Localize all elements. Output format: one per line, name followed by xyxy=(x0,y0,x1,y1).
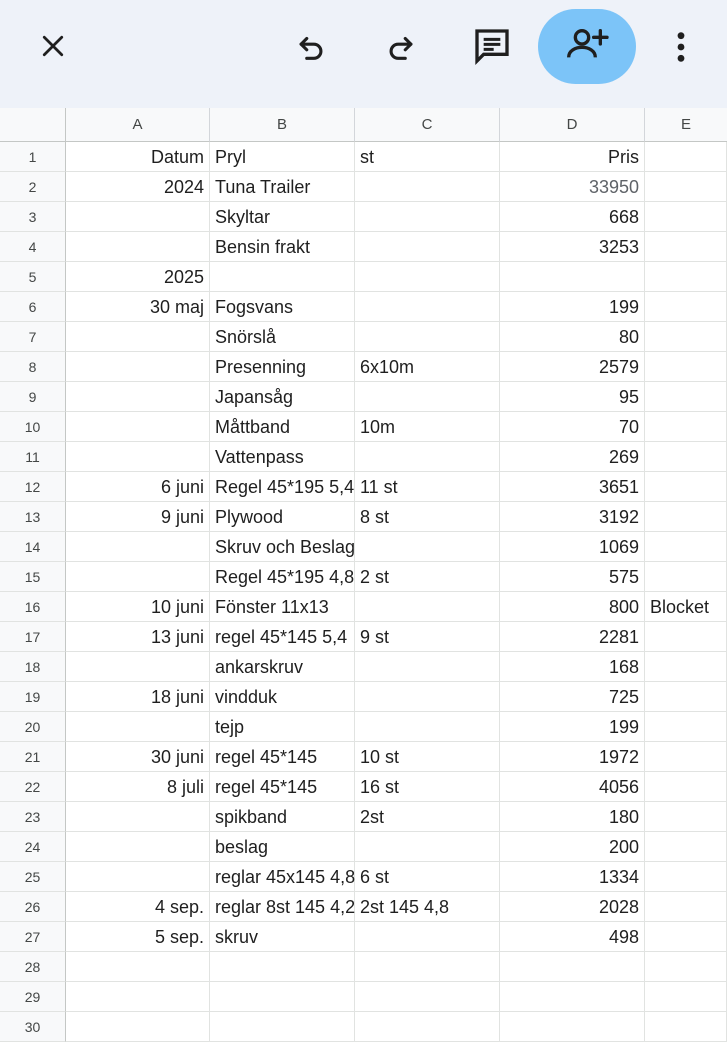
cell-pris[interactable]: 180 xyxy=(500,802,645,832)
cell-e[interactable] xyxy=(645,622,727,652)
cell-datum[interactable]: 5 sep. xyxy=(66,922,210,952)
cell-e[interactable] xyxy=(645,712,727,742)
cell-pryl[interactable]: Presenning xyxy=(210,352,355,382)
cell-datum[interactable] xyxy=(66,232,210,262)
row-header[interactable]: 11 xyxy=(0,442,66,472)
cell-pryl[interactable]: beslag xyxy=(210,832,355,862)
cell-st[interactable] xyxy=(355,262,500,292)
cell-pryl[interactable]: reglar 8st 145 4,2 xyxy=(210,892,355,922)
row-header[interactable]: 25 xyxy=(0,862,66,892)
cell-pris[interactable]: 2579 xyxy=(500,352,645,382)
cell-datum[interactable]: 8 juli xyxy=(66,772,210,802)
cell-pryl[interactable] xyxy=(210,952,355,982)
cell-datum[interactable]: Datum xyxy=(66,142,210,172)
column-header-c[interactable]: C xyxy=(355,108,500,142)
table-row xyxy=(66,322,727,352)
cell-pryl[interactable]: Fönster 11x13 xyxy=(210,592,355,622)
cell-pryl[interactable]: regel 45*145 xyxy=(210,742,355,772)
row-header[interactable]: 21 xyxy=(0,742,66,772)
cell-e[interactable] xyxy=(645,802,727,832)
cell-e[interactable] xyxy=(645,532,727,562)
cell-st[interactable] xyxy=(355,442,500,472)
cell-datum[interactable] xyxy=(66,652,210,682)
cell-pryl[interactable]: reglar 45x145 4,8 xyxy=(210,862,355,892)
row-header[interactable]: 3 xyxy=(0,202,66,232)
cell-datum[interactable] xyxy=(66,982,210,1012)
cell-e[interactable] xyxy=(645,922,727,952)
cell-datum[interactable] xyxy=(66,712,210,742)
cell-pris[interactable]: 668 xyxy=(500,202,645,232)
cell-pris[interactable] xyxy=(500,262,645,292)
cell-e[interactable] xyxy=(645,382,727,412)
row-header[interactable]: 7 xyxy=(0,322,66,352)
cell-pris[interactable]: 1069 xyxy=(500,532,645,562)
cell-st[interactable]: 8 st xyxy=(355,502,500,532)
cell-pryl[interactable]: tejp xyxy=(210,712,355,742)
cell-datum[interactable] xyxy=(66,1012,210,1042)
table-row xyxy=(66,142,727,172)
cell-e[interactable] xyxy=(645,292,727,322)
close-icon[interactable] xyxy=(30,23,76,69)
cell-e[interactable] xyxy=(645,772,727,802)
cell-st[interactable] xyxy=(355,382,500,412)
table-row xyxy=(66,232,727,262)
table-row xyxy=(66,412,727,442)
cell-e[interactable] xyxy=(645,442,727,472)
select-all-corner[interactable] xyxy=(0,108,66,142)
cell-datum[interactable]: 10 juni xyxy=(66,592,210,622)
column-header-b[interactable]: B xyxy=(210,108,355,142)
cell-datum[interactable]: 6 juni xyxy=(66,472,210,502)
cell-st[interactable]: 9 st xyxy=(355,622,500,652)
cell-st[interactable]: 6x10m xyxy=(355,352,500,382)
cell-st[interactable] xyxy=(355,232,500,262)
cell-st[interactable] xyxy=(355,982,500,1012)
spreadsheet-grid[interactable] xyxy=(0,108,727,1035)
cell-e[interactable] xyxy=(645,232,727,262)
cell-e[interactable] xyxy=(645,322,727,352)
row-header[interactable]: 23 xyxy=(0,802,66,832)
row-header[interactable]: 13 xyxy=(0,502,66,532)
cell-st[interactable] xyxy=(355,712,500,742)
table-row xyxy=(66,712,727,742)
cell-st[interactable]: 2 st xyxy=(355,562,500,592)
table-row xyxy=(66,622,727,652)
cell-st[interactable]: st xyxy=(355,142,500,172)
row-header[interactable]: 9 xyxy=(0,382,66,412)
cell-datum[interactable]: 13 juni xyxy=(66,622,210,652)
undo-icon[interactable] xyxy=(288,24,334,70)
table-row xyxy=(66,952,727,982)
row-header[interactable]: 30 xyxy=(0,1012,66,1042)
table-row xyxy=(66,562,727,592)
table-row xyxy=(66,292,727,322)
cell-e[interactable] xyxy=(645,502,727,532)
cell-pryl[interactable]: vindduk xyxy=(210,682,355,712)
cell-e[interactable] xyxy=(645,262,727,292)
cell-pryl[interactable] xyxy=(210,1012,355,1042)
cell-datum[interactable] xyxy=(66,352,210,382)
cell-e[interactable] xyxy=(645,142,727,172)
cell-st[interactable]: 10 st xyxy=(355,742,500,772)
toolbar xyxy=(0,0,727,108)
cell-pris[interactable]: 199 xyxy=(500,292,645,322)
cell-st[interactable] xyxy=(355,1012,500,1042)
cell-e[interactable] xyxy=(645,982,727,1012)
cell-pris[interactable]: 800 xyxy=(500,592,645,622)
row-header[interactable]: 26 xyxy=(0,892,66,922)
table-row xyxy=(66,802,727,832)
cell-st[interactable] xyxy=(355,682,500,712)
table-row xyxy=(66,262,727,292)
table-row xyxy=(66,532,727,562)
column-header-e[interactable]: E xyxy=(645,108,727,142)
row-header[interactable]: 16 xyxy=(0,592,66,622)
cell-pryl[interactable]: Bensin frakt xyxy=(210,232,355,262)
cell-e[interactable] xyxy=(645,472,727,502)
cell-pryl[interactable]: Japansåg xyxy=(210,382,355,412)
cell-st[interactable]: 16 st xyxy=(355,772,500,802)
row-header[interactable]: 19 xyxy=(0,682,66,712)
cell-pris[interactable] xyxy=(500,982,645,1012)
table-row xyxy=(66,352,727,382)
cell-st[interactable]: 10m xyxy=(355,412,500,442)
cell-st[interactable]: 2st 145 4,8 xyxy=(355,892,500,922)
row-header[interactable]: 28 xyxy=(0,952,66,982)
cell-st[interactable] xyxy=(355,202,500,232)
table-row xyxy=(66,502,727,532)
table-row xyxy=(66,982,727,1012)
cell-pris[interactable]: 200 xyxy=(500,832,645,862)
cell-pris[interactable] xyxy=(500,1012,645,1042)
cell-pryl[interactable]: spikband xyxy=(210,802,355,832)
cell-pris[interactable]: 498 xyxy=(500,922,645,952)
row-header[interactable]: 2 xyxy=(0,172,66,202)
person-add-icon xyxy=(565,24,609,69)
cell-datum[interactable]: 18 juni xyxy=(66,682,210,712)
table-row xyxy=(66,772,727,802)
row-header[interactable]: 1 xyxy=(0,142,66,172)
cell-pris[interactable]: 3651 xyxy=(500,472,645,502)
share-button[interactable] xyxy=(538,9,636,84)
cell-pris[interactable]: 199 xyxy=(500,712,645,742)
cell-datum[interactable]: 30 maj xyxy=(66,292,210,322)
cell-pris[interactable]: 4056 xyxy=(500,772,645,802)
cell-st[interactable]: 11 st xyxy=(355,472,500,502)
cell-pryl[interactable]: Plywood xyxy=(210,502,355,532)
cell-st[interactable] xyxy=(355,532,500,562)
table-row xyxy=(66,682,727,712)
cell-pris[interactable]: 3253 xyxy=(500,232,645,262)
cell-pris[interactable] xyxy=(500,952,645,982)
cell-e[interactable] xyxy=(645,1012,727,1042)
table-row xyxy=(66,472,727,502)
cell-e[interactable] xyxy=(645,202,727,232)
cell-e[interactable]: Blocket xyxy=(645,592,727,622)
redo-icon[interactable] xyxy=(378,24,424,70)
row-header[interactable]: 20 xyxy=(0,712,66,742)
cell-st[interactable] xyxy=(355,652,500,682)
cell-datum[interactable]: 30 juni xyxy=(66,742,210,772)
cell-pryl[interactable]: Skyltar xyxy=(210,202,355,232)
cell-datum[interactable]: 2025 xyxy=(66,262,210,292)
cell-datum[interactable] xyxy=(66,322,210,352)
cell-e[interactable] xyxy=(645,952,727,982)
more-vert-icon[interactable] xyxy=(664,24,698,70)
table-row xyxy=(66,832,727,862)
cell-pris[interactable]: 1972 xyxy=(500,742,645,772)
row-header[interactable]: 29 xyxy=(0,982,66,1012)
row-header[interactable]: 4 xyxy=(0,232,66,262)
cell-st[interactable] xyxy=(355,322,500,352)
row-header[interactable]: 12 xyxy=(0,472,66,502)
cell-pris[interactable]: 1334 xyxy=(500,862,645,892)
cell-pris[interactable]: 3192 xyxy=(500,502,645,532)
cell-pris[interactable]: 33950 xyxy=(500,172,645,202)
cell-pryl[interactable]: Regel 45*195 5,4 xyxy=(210,472,355,502)
row-header[interactable]: 5 xyxy=(0,262,66,292)
cell-pryl[interactable]: skruv xyxy=(210,922,355,952)
cell-e[interactable] xyxy=(645,742,727,772)
cell-pryl[interactable]: Pryl xyxy=(210,142,355,172)
cell-pryl[interactable] xyxy=(210,262,355,292)
row-header[interactable]: 24 xyxy=(0,832,66,862)
cell-st[interactable] xyxy=(355,952,500,982)
cell-datum[interactable]: 9 juni xyxy=(66,502,210,532)
cell-pris[interactable]: 269 xyxy=(500,442,645,472)
cell-st[interactable] xyxy=(355,832,500,862)
cell-datum[interactable]: 2024 xyxy=(66,172,210,202)
cell-pris[interactable]: 725 xyxy=(500,682,645,712)
cell-datum[interactable]: 4 sep. xyxy=(66,892,210,922)
table-row xyxy=(66,1012,727,1042)
table-row xyxy=(66,592,727,622)
cell-pryl[interactable]: Regel 45*195 4,8 xyxy=(210,562,355,592)
cell-pryl[interactable]: Vattenpass xyxy=(210,442,355,472)
row-header[interactable]: 6 xyxy=(0,292,66,322)
cell-st[interactable] xyxy=(355,592,500,622)
cell-pris[interactable]: 95 xyxy=(500,382,645,412)
column-header-a[interactable]: A xyxy=(66,108,210,142)
table-row xyxy=(66,742,727,772)
cell-e[interactable] xyxy=(645,832,727,862)
cell-datum[interactable] xyxy=(66,832,210,862)
cell-e[interactable] xyxy=(645,412,727,442)
row-header[interactable]: 18 xyxy=(0,652,66,682)
cell-datum[interactable] xyxy=(66,442,210,472)
cell-pryl[interactable] xyxy=(210,982,355,1012)
cell-pris[interactable]: 575 xyxy=(500,562,645,592)
cell-pryl[interactable]: Skruv och Beslag xyxy=(210,532,355,562)
row-header[interactable]: 8 xyxy=(0,352,66,382)
row-header[interactable]: 27 xyxy=(0,922,66,952)
cell-pryl[interactable]: ankarskruv xyxy=(210,652,355,682)
cell-datum[interactable] xyxy=(66,862,210,892)
cell-datum[interactable] xyxy=(66,412,210,442)
row-header[interactable]: 17 xyxy=(0,622,66,652)
row-header[interactable]: 10 xyxy=(0,412,66,442)
cell-e[interactable] xyxy=(645,352,727,382)
cell-pryl[interactable]: Snörslå xyxy=(210,322,355,352)
cell-st[interactable]: 2st xyxy=(355,802,500,832)
cell-pryl[interactable]: Fogsvans xyxy=(210,292,355,322)
cell-pris[interactable]: 2028 xyxy=(500,892,645,922)
cell-pryl[interactable]: regel 45*145 xyxy=(210,772,355,802)
table-row xyxy=(66,922,727,952)
cell-datum[interactable] xyxy=(66,382,210,412)
table-row xyxy=(66,652,727,682)
cell-pris[interactable]: 168 xyxy=(500,652,645,682)
cell-st[interactable] xyxy=(355,292,500,322)
cell-pris[interactable]: 80 xyxy=(500,322,645,352)
cell-datum[interactable] xyxy=(66,532,210,562)
cell-st[interactable]: 6 st xyxy=(355,862,500,892)
row-header[interactable]: 22 xyxy=(0,772,66,802)
table-row xyxy=(66,862,727,892)
cell-datum[interactable] xyxy=(66,202,210,232)
cell-e[interactable] xyxy=(645,862,727,892)
cell-st[interactable] xyxy=(355,172,500,202)
cell-pryl[interactable]: regel 45*145 5,4 xyxy=(210,622,355,652)
cell-pris[interactable]: 2281 xyxy=(500,622,645,652)
row-header[interactable]: 15 xyxy=(0,562,66,592)
table-row xyxy=(66,442,727,472)
row-header[interactable]: 14 xyxy=(0,532,66,562)
cell-e[interactable] xyxy=(645,652,727,682)
cell-pryl[interactable]: Tuna Trailer xyxy=(210,172,355,202)
table-row xyxy=(66,892,727,922)
column-header-d[interactable]: D xyxy=(500,108,645,142)
cell-e[interactable] xyxy=(645,562,727,592)
cell-st[interactable] xyxy=(355,922,500,952)
cell-datum[interactable] xyxy=(66,802,210,832)
table-row xyxy=(66,382,727,412)
table-row xyxy=(66,202,727,232)
comment-icon[interactable] xyxy=(468,22,516,70)
table-row xyxy=(66,172,727,202)
cell-pris[interactable]: Pris xyxy=(500,142,645,172)
cell-datum[interactable] xyxy=(66,562,210,592)
cell-pryl[interactable]: Måttband xyxy=(210,412,355,442)
cell-e[interactable] xyxy=(645,172,727,202)
cell-datum[interactable] xyxy=(66,952,210,982)
cell-e[interactable] xyxy=(645,682,727,712)
cell-e[interactable] xyxy=(645,892,727,922)
cell-pris[interactable]: 70 xyxy=(500,412,645,442)
